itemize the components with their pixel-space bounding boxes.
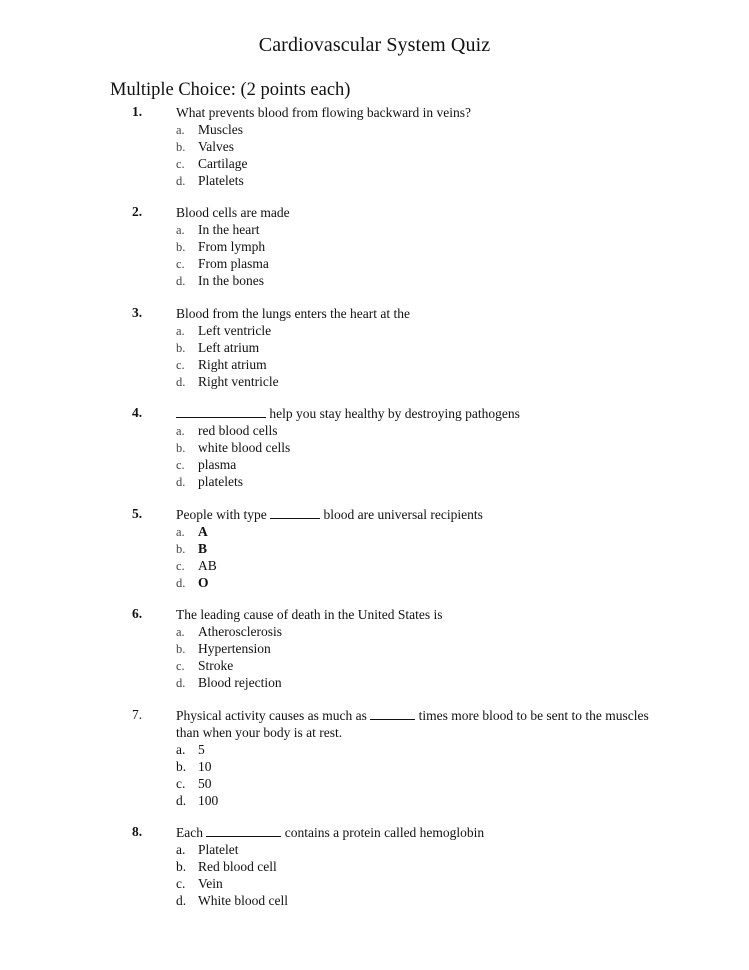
option-letter: c. [176,257,185,271]
option-text: Hypertension [198,641,271,656]
option-c [176,356,279,373]
option-d [176,272,269,289]
option-text: plasma [198,457,237,472]
option-text: red blood cells [198,423,278,438]
question-number: 8. [132,824,143,839]
option-text: B [198,541,208,556]
option-letter: b. [176,240,186,254]
option-letter: a. [176,525,185,539]
option-a [176,121,247,138]
question-text-after-blank: help you stay healthy by destroying pathogens [269,406,520,421]
option-letter: d. [176,576,186,590]
option-a [176,322,279,339]
section-heading: Multiple Choice: (2 points each) [110,80,351,100]
option-text: AB [198,558,217,573]
option-letter: a. [176,123,185,137]
option-letter: a. [176,742,186,757]
option-a [176,221,269,238]
option-letter: d. [176,893,187,908]
question-number: 2. [132,204,143,219]
option-c [176,775,218,792]
option-a [176,422,290,439]
option-list [176,523,217,591]
question-text [176,707,656,741]
option-text: Platelets [198,173,244,188]
option-letter: c. [176,458,185,472]
option-c [176,255,269,272]
option-a [176,741,218,758]
option-text: A [198,524,208,539]
option-text: In the heart [198,222,260,237]
option-text: Blood rejection [198,675,282,690]
option-letter: a. [176,842,186,857]
option-text: Stroke [198,658,234,673]
option-list [176,322,279,390]
option-text: From plasma [198,256,269,271]
question-text: Blood from the lungs enters the heart at the [176,306,410,321]
option-letter: a. [176,223,185,237]
question-number: 4. [132,405,143,420]
question-text-after-blank: contains a protein called hemoglobin [284,825,485,840]
option-list [176,841,288,909]
option-letter: d. [176,676,186,690]
option-letter: b. [176,441,186,455]
option-text: In the bones [198,273,264,288]
option-letter: c. [176,358,185,372]
option-letter: b. [176,859,187,874]
option-text: Right ventricle [198,374,279,389]
question-number: 7. [132,707,143,722]
option-text: 100 [198,793,219,808]
option-c [176,155,247,172]
option-b [176,640,282,657]
option-list [176,221,269,289]
question-number: 1. [132,104,143,119]
option-c [176,875,288,892]
option-text: From lymph [198,239,266,254]
option-a [176,623,282,640]
option-text: 50 [198,776,212,791]
question-text-after-blank: blood are universal recipients [323,507,483,522]
option-d [176,674,282,691]
option-letter: d. [176,375,186,389]
option-letter: d. [176,274,186,288]
question-text [176,506,656,523]
option-text: Atherosclerosis [198,624,282,639]
answer-blank [370,707,415,720]
option-letter: b. [176,759,187,774]
option-c [176,657,282,674]
option-d [176,574,217,591]
option-text: Platelet [198,842,239,857]
option-letter: c. [176,776,186,791]
question-text-before-blank: Physical activity causes as much as [176,708,367,723]
option-c [176,557,217,574]
question-text [176,824,656,841]
option-text: White blood cell [198,893,288,908]
option-b [176,540,217,557]
option-letter: c. [176,157,185,171]
option-letter: c. [176,876,186,891]
option-text: 5 [198,742,205,757]
option-text: O [198,575,209,590]
option-text: Cartilage [198,156,248,171]
option-text: Left ventricle [198,323,272,338]
option-letter: d. [176,174,186,188]
option-list [176,623,282,691]
option-text: 10 [198,759,212,774]
option-letter: a. [176,424,185,438]
question-text: What prevents blood from flowing backward in veins? [176,105,472,120]
question-text-after-blank: times more blood to be sent to the muscles than when your body is at rest. [176,708,649,740]
question-number: 5. [132,506,143,521]
option-d [176,792,218,809]
option-letter: d. [176,475,186,489]
option-letter: c. [176,659,185,673]
option-d [176,892,288,909]
question-text [176,405,656,422]
option-letter: d. [176,793,187,808]
option-a [176,841,288,858]
option-letter: c. [176,559,185,573]
option-text: platelets [198,474,243,489]
option-b [176,758,218,775]
option-b [176,858,288,875]
option-list [176,741,218,809]
option-d [176,473,290,490]
option-text: Red blood cell [198,859,277,874]
answer-blank [270,506,320,519]
option-b [176,339,279,356]
question-text-before-blank: Each [176,825,203,840]
option-text: Left atrium [198,340,260,355]
option-letter: b. [176,542,186,556]
option-text: Right atrium [198,357,267,372]
option-a [176,523,217,540]
question-text: The leading cause of death in the United States is [176,607,443,622]
answer-blank [176,405,266,418]
option-b [176,439,290,456]
option-letter: a. [176,625,185,639]
page-title: Cardiovascular System Quiz [258,34,491,56]
question-text: Blood cells are made [176,205,290,220]
question-text-before-blank: People with type [176,507,267,522]
option-b [176,138,247,155]
option-text: Muscles [198,122,243,137]
answer-blank [206,824,281,837]
question-number: 6. [132,606,143,621]
option-c [176,456,290,473]
option-letter: b. [176,642,186,656]
option-letter: a. [176,324,185,338]
option-text: Valves [198,139,234,154]
option-text: white blood cells [198,440,291,455]
option-d [176,373,279,390]
option-list [176,121,247,189]
option-d [176,172,247,189]
option-list [176,422,290,490]
question-number: 3. [132,305,143,320]
option-text: Vein [198,876,223,891]
option-b [176,238,269,255]
option-letter: b. [176,341,186,355]
option-letter: b. [176,140,186,154]
